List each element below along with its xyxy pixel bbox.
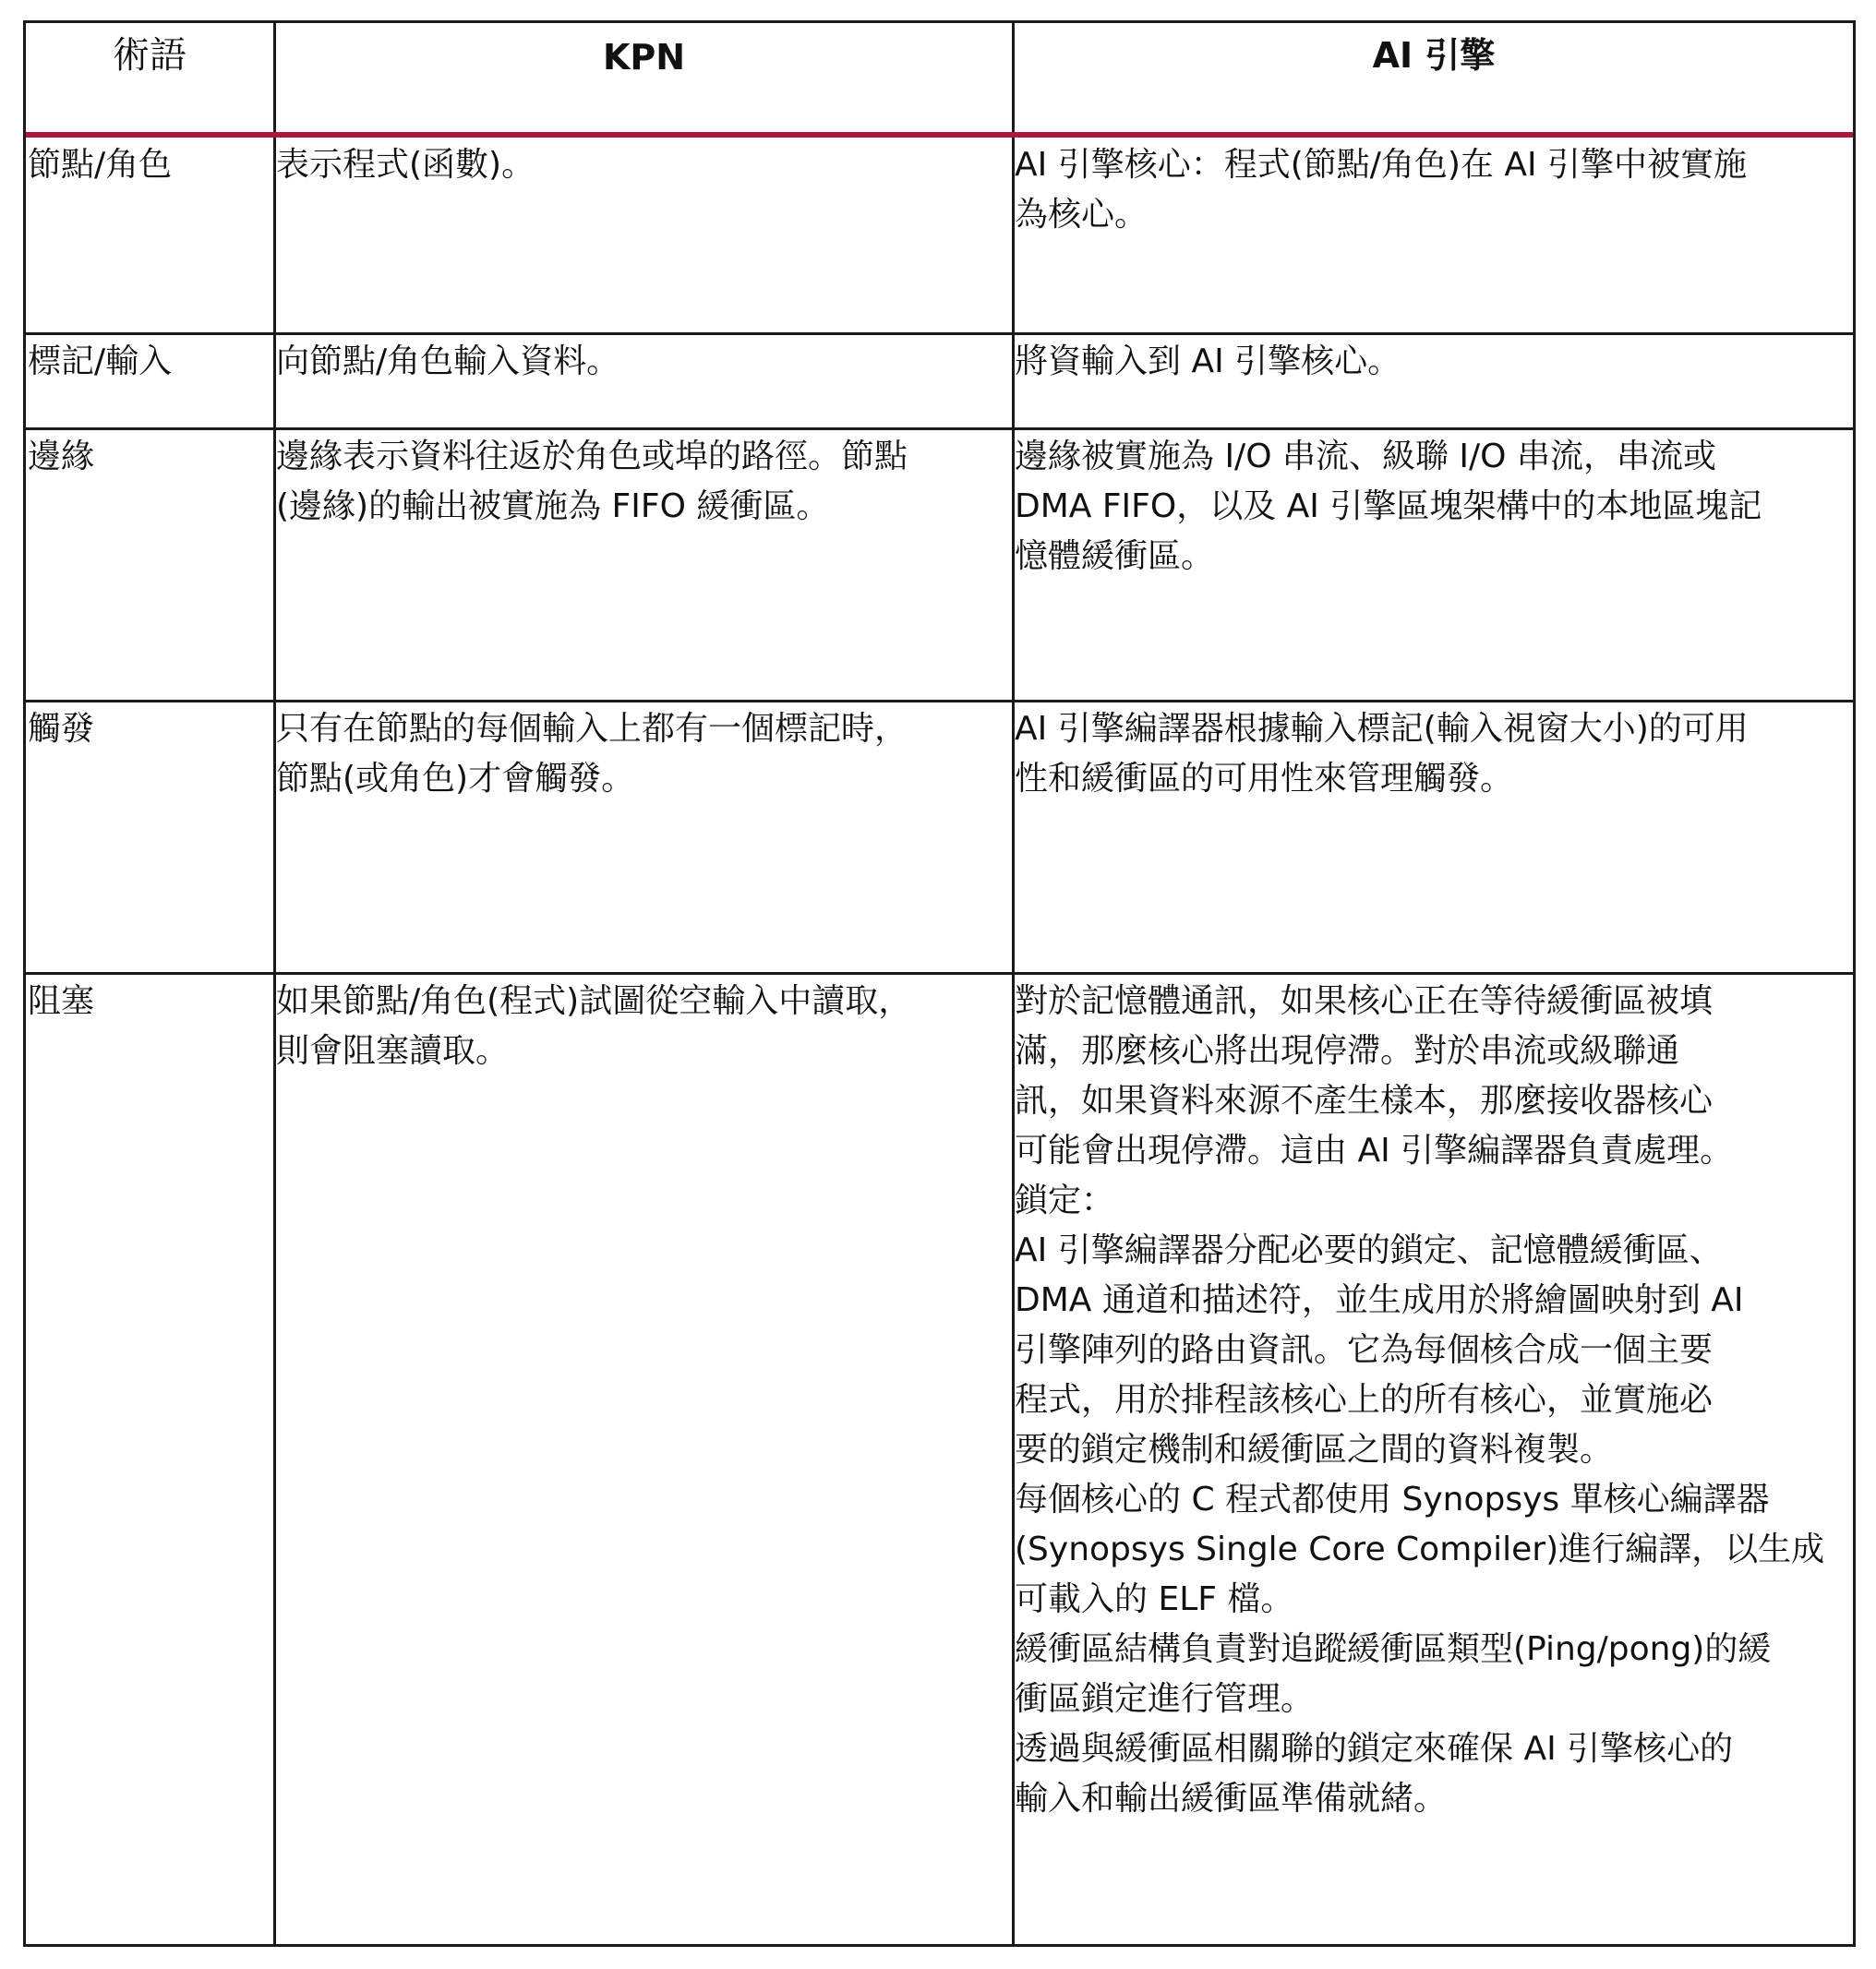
row-3-kpn: 邊緣表示資料往返於角色或埠的路徑。節點 (邊緣)的輸出被實施為 FIFO 緩衝區。 [276, 438, 908, 525]
row-2-ai: 將資輸入到 AI 引擎核心。 [1015, 342, 1401, 380]
row-divider-3 [26, 700, 1853, 702]
row-5-term: 阻塞 [28, 982, 95, 1020]
row-divider-4 [26, 972, 1853, 975]
comparison-table [23, 20, 1856, 1947]
header-kpn: KPN [602, 37, 686, 78]
row-2-term: 標記/輸入 [28, 342, 173, 380]
row-5-ai: 對於記憶體通訊，如果核心正在等待緩衝區被填 滿，那麼核心將出現停滯。對於串流或級聯通 訊，如果資料來源不產生樣本，那麼接收器核心 可能會出現停滯。這由 AI 引擎編譯器負責處理。 鎖定： AI 引擎編譯器分配必要的鎖定、記憶體緩衝區、 DMA 通道和描述符，並生成用於將繪圖映射到 AI 引擎陣列的路由資訊。它為每個核合成一個主要 程式，用於排程該核心上的所有核心，並實施必 要的鎖定機制和緩衝區之間的資料複製。 每個核心的 C 程式都使用 Synopsys 單核心編譯器 (Synopsys Single Core Compiler)進行編譯，以生成 可載入的 ELF 檔。 緩衝區結構負責對追蹤緩衝區類型(Ping/pong)的緩 衝區鎖定進行管理。 透過與緩衝區相關聯的鎖定來確保 AI 引擎核心的 輸入和輸出緩衝區準備就緒。 [1015, 982, 1825, 1818]
header-ai-engine: AI 引擎 [1372, 35, 1496, 76]
row-1-kpn: 表示程式(函數)。 [276, 146, 535, 184]
header-rule [26, 132, 1853, 138]
row-4-kpn: 只有在節點的每個輸入上都有一個標記時， 節點(或角色)才會觸發。 [276, 710, 908, 798]
row-1-term: 節點/角色 [28, 146, 173, 184]
row-divider-2 [26, 427, 1853, 430]
row-1-ai: AI 引擎核心：程式(節點/角色)在 AI 引擎中被實施 為核心。 [1015, 146, 1748, 234]
row-2-kpn: 向節點/角色輸入資料。 [276, 342, 620, 380]
row-4-term: 觸發 [28, 710, 95, 748]
header-term: 術語 [113, 34, 186, 77]
row-5-kpn: 如果節點/角色(程式)試圖從空輸入中讀取， 則會阻塞讀取。 [276, 982, 912, 1070]
row-3-ai: 邊緣被實施為 I/O 串流、級聯 I/O 串流，串流或 DMA FIFO，以及 AI 引擎區塊架構中的本地區塊記 憶體緩衝區。 [1015, 438, 1762, 575]
row-4-ai: AI 引擎編譯器根據輸入標記(輸入視窗大小)的可用 性和緩衝區的可用性來管理觸發。 [1015, 710, 1749, 798]
row-3-term: 邊緣 [28, 438, 95, 475]
row-divider-1 [26, 332, 1853, 335]
